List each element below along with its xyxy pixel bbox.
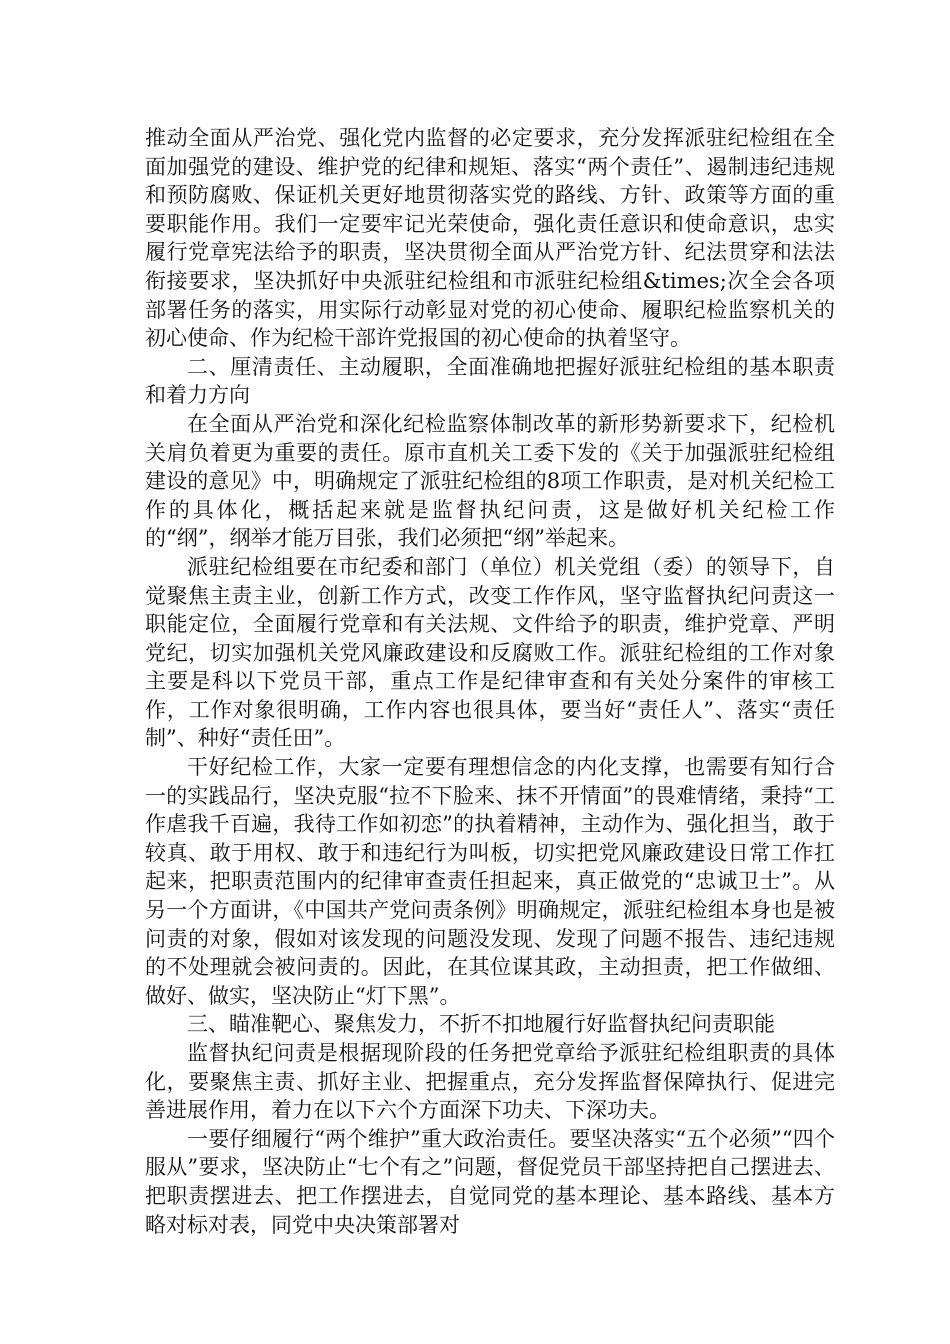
document-body (145, 124, 835, 1239)
paragraph: 在全面从严治党和深化纪检监察体制改革的新形势新要求下，纪检机关肩负着更为重要的责任。原市直机关工委下发的《关于加强派驻纪检组建设的意见》中，明确规定了派驻纪检组的8项工作职责，是对机关纪检工作的具体化，概括起来就是监督执纪问责，这是做好机关纪检工作的“纲”，纲举才能万目张，我们必须把“纲”举起来。 (145, 411, 835, 551)
paragraph: 监督执纪问责是根据现阶段的任务把党章给予派驻纪检组职责的具体化，要聚焦主责、抓好主业、把握重点，充分发挥监督保障执行、促进完善进展作用，着力在以下六个方面深下功夫、下深功夫。 (145, 1041, 835, 1123)
section-heading-three: 三、瞄准靶心、聚焦发力，不折不扣地履行好监督执纪问责职能 (187, 1012, 775, 1037)
paragraph-continuation: 推动全面从严治党、强化党内监督的必定要求，充分发挥派驻纪检组在全面加强党的建设、维护党的纪律和规矩、落实“两个责任”、遏制违纪违规和预防腐败、保证机关更好地贯彻落实党的路线、方针、政策等方面的重要职能作用。我们一定要牢记光荣使命，强化责任意识和使命意识，忠实履行党章宪法给予的职责，坚决贯彻全面从严治党方针、纪法贯穿和法法衔接要求，坚决抓好中央派驻纪检组和市派驻纪检组&times;次全会各项部署任务的落实，用实际行动彰显对党的初心使命、履职纪检监察机关的初心使命、作为纪检干部许党报国的初心使命的执着坚守。 (145, 126, 835, 351)
section-heading-two: 二、厘清责任、主动履职，全面准确地把握好派驻纪检组的基本职责和着力方向 (145, 354, 835, 408)
paragraph: 干好纪检工作，大家一定要有理想信念的内化支撑，也需要有知行合一的实践品行，坚决克服“拉不下脸来、抹不开情面”的畏难情绪，秉持“工作虐我千百遍，我待工作如初恋”的执着精神，主动作为、强化担当，敢于较真、敢于用权、敢于和违纪行为叫板，切实把党风廉政建设日常工作扛起来，把职责范围内的纪律审查责任担起来，真正做党的“忠诚卫士”。从另一个方面讲，《中国共产党问责条例》明确规定，派驻纪检组本身也是被问责的对象，假如对该发现的问题没发现、发现了问题不报告、违纪违规的不处理就会被问责的。因此，在其位谋其政，主动担责，把工作做细、做好、做实，坚决防止“灯下黑”。 (145, 755, 835, 1008)
paragraph: 派驻纪检组要在市纪委和部门（单位）机关党组（委）的领导下，自觉聚焦主责主业，创新工作方式，改变工作作风，坚守监督执纪问责这一职能定位，全面履行党章和有关法规、文件给予的职责，维护党章、严明党纪，切实加强机关党风廉政建设和反腐败工作。派驻纪检组的工作对象主要是科以下党员干部，重点工作是纪律审查和有关处分案件的审核工作，工作对象很明确，工作内容也很具体，要当好“责任人”、落实“责任制”、种好“责任田”。 (145, 554, 835, 751)
paragraph: 一要仔细履行“两个维护”重大政治责任。要坚决落实“五个必须”“四个服从”要求，坚决防止“七个有之”问题，督促党员干部坚持把自己摆进去、把职责摆进去、把工作摆进去，自觉同党的基本理论、基本路线、基本方略对标对表，同党中央决策部署对 (145, 1126, 835, 1237)
